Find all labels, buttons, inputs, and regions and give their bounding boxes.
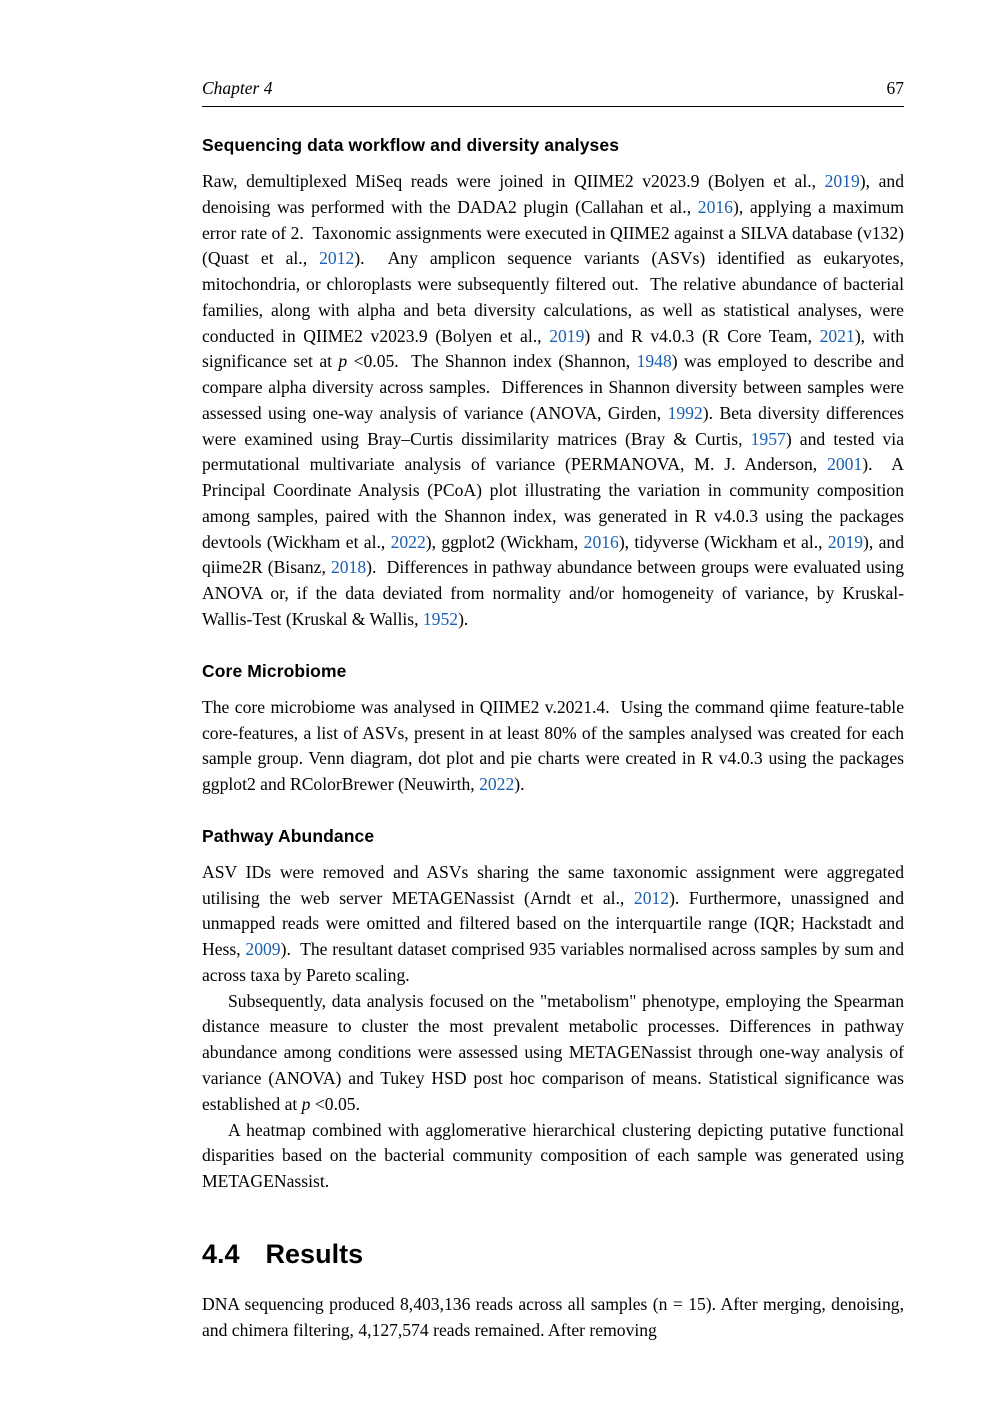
citation-year[interactable]: 2012: [633, 887, 670, 908]
header-chapter-label: Chapter 4: [202, 78, 273, 98]
citation-year[interactable]: 2022: [390, 531, 426, 552]
paragraph-results: DNA sequencing produced 8,403,136 reads across all samples (n = 15). After merging, denoising, and chimera filtering, 4,127,574 reads remained. After removing: [202, 1293, 904, 1340]
paragraph-sequencing: Raw, demultiplexed MiSeq reads were joined in QIIME2 v2023.9 (Bolyen et al., 2019), and denoising was performed with the DADA2 plugin (Callahan et al., 2016), applying a maximum error rate of 2. Taxonomic assignments were executed in QIIME2 against a SILVA database (v132) (Quast et al., 2012). Any amplicon sequence variants (ASVs) identified as eukaryotes, mitochondria, or chloroplasts were subsequently filtered out. The relative abundance of bacterial families, along with alpha and beta diversity calculations, as well as statistical analyses, were conducted in QIIME2 v2023.9 (Bolyen et al., 2019) and R v4.0.3 (R Core Team, 2021), with significance set at p <0.05. The Shannon index (Shannon, 1948) was employed to describe and compare alpha diversity across samples. Differences in Shannon diversity between samples were assessed using one-way analysis of variance (ANOVA, Girden, 1992). Beta diversity differences were examined using Bray–Curtis dissimilarity matrices (Bray & Curtis, 1957) and tested via permutational multivariate analysis of variance (PERMANOVA, M. J. Anderson, 2001). A Principal Coordinate Analysis (PCoA) plot illustrating the variation in community composition among samples, paired with the Shannon index, was generated in R v4.0.3 using the packages devtools (Wickham et al., 2022), ggplot2 (Wickham, 2016), tidyverse (Wickham et al., 2019), and qiime2R (Bisanz, 2018). Differences in pathway abundance between groups were evaluated using ANOVA or, if the data deviated from normality and/or homogeneity of variance, by Kruskal-Wallis-Test (Kruskal & Wallis, 1952).: [202, 171, 905, 630]
results-section-number: 4.4: [202, 1238, 240, 1269]
citation-year[interactable]: 1992: [667, 402, 703, 423]
page-header: [202, 78, 904, 107]
section-heading-core-microbiome: Core Microbiome: [202, 660, 347, 681]
page-content: [202, 135, 904, 1343]
citation-year[interactable]: 1948: [636, 351, 672, 372]
citation-year[interactable]: 2018: [330, 557, 367, 578]
paragraph-core-microbiome: The core microbiome was analysed in QIIME2 v.2021.4. Using the command qiime feature-table core-features, a list of ASVs, present in at least 80% of the samples analysed was created for each sample group. Venn diagram, dot plot and pie charts were created in R v4.0.3 using the packages ggplot2 and RColorBrewer (Neuwirth, 2022).: [202, 696, 904, 795]
citation-year[interactable]: 2019: [824, 171, 860, 191]
citation-year[interactable]: 2012: [319, 248, 355, 269]
results-section-title: Results: [265, 1238, 364, 1269]
spacer: [202, 798, 904, 826]
citation-year[interactable]: 2009: [245, 939, 281, 960]
header-page-number: 67: [886, 78, 904, 98]
paragraph-pathway-1: ASV IDs were removed and ASVs sharing the same taxonomic assignment were aggregated utilising the web server METAGENassist (Arndt et al., 2012). Furthermore, unassigned and unmapped reads were omitted and filtered based on the interquartile range (IQR; Hackstadt and Hess, 2009). The resultant dataset comprised 935 variables normalised across samples by sum and across taxa by Pareto scaling.: [202, 861, 904, 985]
citation-year[interactable]: 2016: [697, 196, 733, 217]
citation-year[interactable]: 2021: [819, 325, 855, 346]
section-heading-pathway-abundance: Pathway Abundance: [202, 825, 375, 846]
section-heading-sequencing: Sequencing data workflow and diversity analyses: [202, 135, 620, 155]
citation-year[interactable]: 2001: [827, 454, 863, 475]
citation-year[interactable]: 2019: [827, 531, 864, 552]
citation-year[interactable]: 2019: [549, 325, 585, 346]
citation-year[interactable]: 1957: [750, 428, 786, 449]
spacer: [202, 633, 904, 661]
citation-year[interactable]: 2016: [583, 531, 619, 552]
section-heading-results: [202, 1239, 904, 1270]
citation-year[interactable]: 1952: [422, 609, 459, 630]
citation-year[interactable]: 2022: [479, 774, 515, 795]
paragraph-pathway-3: A heatmap combined with agglomerative hierarchical clustering depicting putative functional disparities based on the bacterial community composition of each sample was generated using METAGENassist.: [202, 1119, 904, 1192]
paragraph-pathway-2: Subsequently, data analysis focused on the "metabolism" phenotype, employing the Spearman distance measure to cluster the most prevalent metabolic processes. Differences in pathway abundance among conditions were assessed using METAGENassist through one-way analysis of variance (ANOVA) and Tukey HSD post hoc comparison of means. Statistical significance was established at p <0.05.: [202, 990, 904, 1114]
